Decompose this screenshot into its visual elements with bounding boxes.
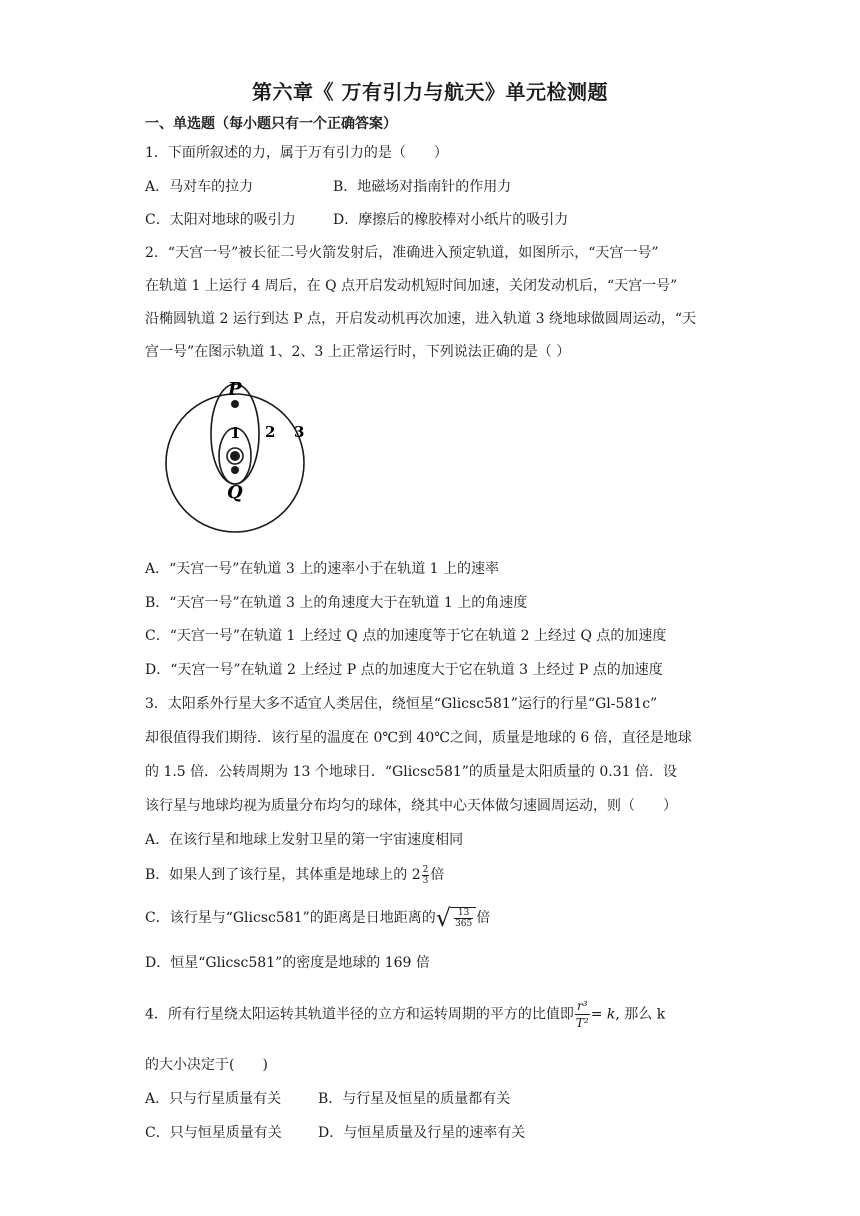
q4-option-b: B．与行星及恒星的质量都有关: [318, 1091, 511, 1107]
formula-fraction: [575, 998, 590, 1031]
point-q-dot: [231, 466, 239, 474]
label-orbit-3: 3: [294, 423, 305, 441]
q1-option-c: C．太阳对地球的吸引力: [145, 212, 296, 228]
q4-option-d: D．与恒星质量及行星的速率有关: [318, 1125, 526, 1141]
radical-sign: √: [435, 904, 452, 932]
q2-option-b: B．“天宫一号”在轨道 3 上的角速度大于在轨道 1 上的角速度: [145, 595, 528, 611]
q3-option-b: [145, 864, 444, 886]
q3-stem-line-1: 3．太阳系外行星大多不适宜人类居住，绕恒星“Glicsc581”运行的行星“Gl-581c”: [145, 696, 658, 712]
q3-option-c-suffix: 倍: [476, 910, 491, 926]
label-p: P: [228, 379, 242, 400]
q1-stem: 1．下面所叙述的力，属于万有引力的是（ ）: [145, 145, 448, 161]
square-root: [436, 906, 476, 930]
q2-stem-line-4: 宫一号”在图示轨道 1、2、3 上正常运行时，下列说法正确的是（ ）: [145, 344, 571, 360]
q2-option-d: D．“天宫一号”在轨道 2 上经过 P 点的加速度大于它在轨道 3 上经过 P 点的加速度: [145, 662, 663, 678]
label-orbit-1: 1: [230, 424, 241, 442]
mixed-fraction: [422, 865, 430, 886]
q3-stem-line-2: 却很值得我们期待．该行星的温度在 0℃到 40℃之间，质量是地球的 6 倍，直径是地球: [145, 730, 692, 746]
earth-dot: [230, 451, 240, 461]
q3-option-b-text: B．如果人到了该行星，其体重是地球上的 2: [145, 867, 421, 883]
kepler-formula: [574, 998, 616, 1031]
label-orbit-2: 2: [265, 423, 276, 441]
page-title: 第六章《 万有引力与航天》单元检测题: [252, 80, 608, 104]
formula-equals: = k: [590, 1006, 616, 1023]
q4-option-a: A．只与行星质量有关: [145, 1091, 282, 1107]
q1-option-d: D．摩擦后的橡胶棒对小纸片的吸引力: [333, 212, 569, 228]
q3-option-a: A．在该行星和地球上发射卫星的第一宇宙速度相同: [145, 832, 464, 848]
radicand-fraction: [454, 908, 473, 929]
q2-option-a: A．“天宫一号”在轨道 3 上的速率小于在轨道 1 上的速率: [145, 561, 500, 577]
q2-stem-line-3: 沿椭圆轨道 2 运行到达 P 点，开启发动机再次加速，进入轨道 3 绕地球做圆周运动，“天: [145, 311, 697, 327]
q3-option-c-text: C．该行星与“Glicsc581”的距离是日地距离的: [145, 910, 436, 926]
q4-stem-text: 4．所有行星绕太阳运转其轨道半径的立方和运转周期的平方的比值即: [145, 1006, 574, 1023]
q4-stem-line-2: 的大小决定于( ): [145, 1057, 268, 1073]
q1-option-a: A．马对车的拉力: [145, 179, 254, 195]
q3-option-c: [145, 906, 490, 930]
orbit-3-circle: [166, 394, 304, 532]
point-p-dot: [231, 400, 239, 408]
q2-stem-line-1: 2．“天宫一号”被长征二号火箭发射后，准确进入预定轨道，如图所示，“天宫一号”: [145, 245, 659, 261]
label-q: Q: [227, 482, 243, 503]
q1-option-b: B．地磁场对指南针的作用力: [333, 179, 512, 195]
q3-stem-line-4: 该行星与地球均视为质量分布均匀的球体，绕其中心天体做匀速圆周运动，则（ ）: [145, 798, 677, 814]
fraction-numerator: 2: [422, 864, 429, 875]
q3-stem-line-3: 的 1.5 倍．公转周期为 13 个地球日．“Glicsc581”的质量是太阳质量的 0.31 倍．设: [145, 764, 677, 780]
formula-denominator: T²: [575, 1016, 589, 1030]
q4-stem-line-1: [145, 998, 665, 1031]
orbit-diagram: [162, 378, 334, 538]
q3-option-b-suffix: 倍: [430, 867, 445, 883]
q4-stem-tail: , 那么 k: [615, 1006, 666, 1023]
q3-option-d: D．恒星“Glicsc581”的密度是地球的 169 倍: [145, 955, 430, 971]
radicand-denominator: 365: [455, 919, 473, 929]
q4-option-c: C．只与恒星质量有关: [145, 1125, 282, 1141]
q2-option-c: C．“天宫一号”在轨道 1 上经过 Q 点的加速度等于它在轨道 2 上经过 Q 点的加速度: [145, 628, 667, 644]
section-heading: 一、单选题（每小题只有一个正确答案）: [145, 116, 397, 132]
radicand-numerator: 13: [454, 908, 473, 919]
fraction-denominator: 3: [422, 875, 429, 886]
formula-numerator: r³: [575, 998, 590, 1015]
q2-stem-line-2: 在轨道 1 上运行 4 周后，在 Q 点开启发动机短时间加速，关闭发动机后，“天宫一号”: [145, 278, 678, 294]
